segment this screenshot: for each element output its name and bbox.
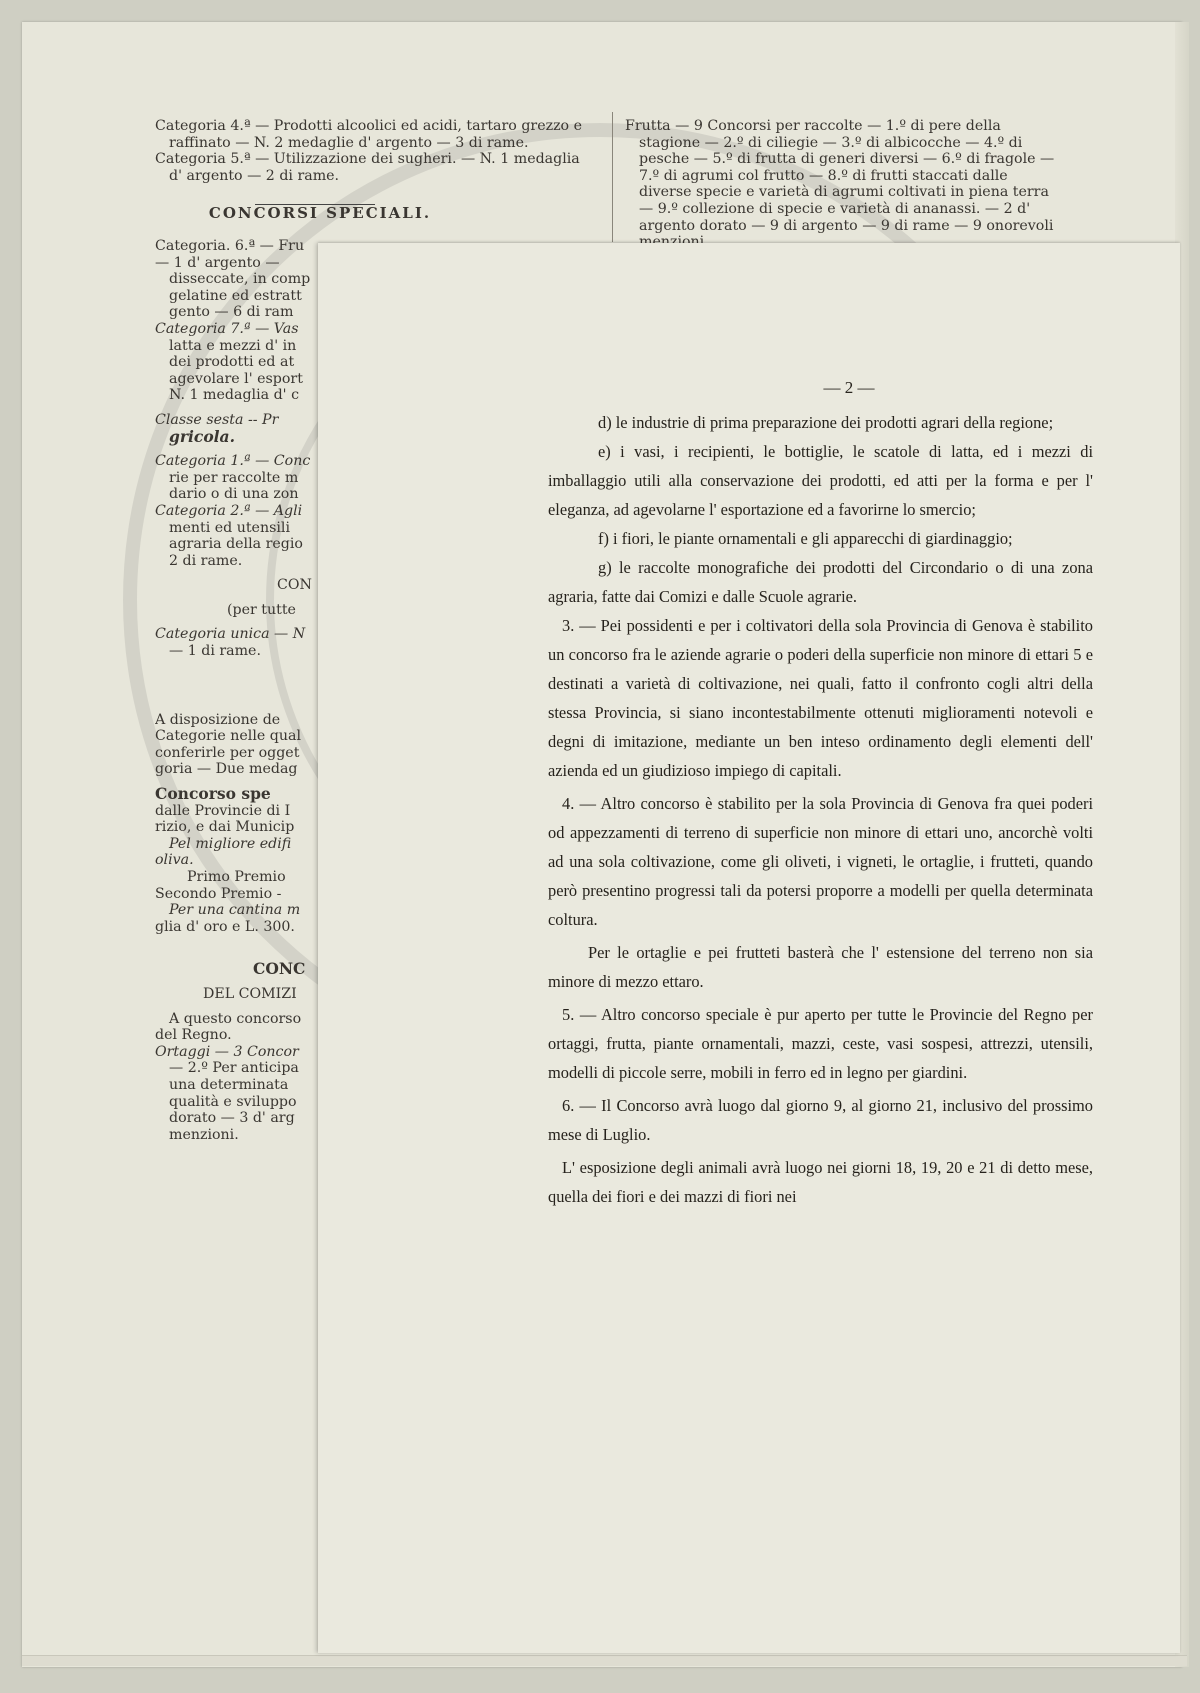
underlying-right-column <box>625 118 1063 251</box>
clipped-line: agevolare l' esport <box>169 370 303 387</box>
clipped-line: — 1 di rame. <box>169 643 261 660</box>
clipped-line: qualità e sviluppo <box>169 1093 297 1110</box>
spacer <box>155 660 325 712</box>
clipped-line: CONC <box>253 959 306 979</box>
clipped-line: latta e mezzi d' in <box>169 337 297 354</box>
clipped-line: Pel migliore edifi <box>169 835 292 852</box>
clipped-line: goria — Due medag <box>155 761 298 778</box>
clipped-line: oliva. <box>155 852 194 869</box>
fruit-contest-text: Frutta — 9 Concorsi per raccolte — 1.º di pere della stagione — 2.º di ciliegie — 3.º di albicocche — 4.º di pesche — 5.º di frutta di generi diversi — 6.º di fragole — 7.º di agrumi col frutto — 8.º di frutti staccati dalle diverse specie e varietà di agrumi coltivati in piena terra — 9.º collezione di specie e varietà di ananassi. — 2 d' argento dorato — 9 di argento — 9 di rame — 9 onorevoli <box>625 118 1055 234</box>
clipped-line: gelatine ed estratt <box>169 287 302 304</box>
clipped-line: 2 di rame. <box>169 552 243 569</box>
category-4-text: Categoria 4.ª — Prodotti alcoolici ed acidi, tartaro grezzo e raffinato — N. 2 medaglie d' argento — 3 di rame. <box>155 118 583 151</box>
spacer <box>155 935 325 961</box>
clipped-line: glia d' oro e L. 300. <box>155 918 295 935</box>
paragraph-6: 6. — Il Concorso avrà luogo dal giorno 9, al giorno 21, inclusivo del prossimo mese di Luglio. <box>548 1096 1093 1144</box>
paragraph-g: g) le raccolte monografiche dei prodotti del Circondario o di una zona agraria, fatte dai Comizi e dalle Scuole agrarie. <box>548 558 1093 606</box>
clipped-line: dorato — 3 d' arg <box>169 1110 295 1127</box>
clipped-line: gento — 6 di ram <box>169 304 294 321</box>
clipped-line: DEL COMIZI <box>203 985 297 1002</box>
overlaid-page-2 <box>318 243 1180 1653</box>
paragraph-d: d) le industrie di prima preparazione dei prodotti agrari della regione; <box>598 413 1054 432</box>
clipped-line: menzioni. <box>169 1126 239 1143</box>
clipped-line: Categorie nelle qual <box>155 728 301 745</box>
clipped-line: Secondo Premio - <box>155 885 282 902</box>
page-2-body <box>548 408 1093 1211</box>
spacer <box>155 404 325 412</box>
clipped-line: (per tutte <box>227 601 296 618</box>
clipped-line: A disposizione de <box>155 711 281 728</box>
spacer <box>155 445 325 453</box>
clipped-line: menti ed utensili <box>169 519 290 536</box>
spacer <box>155 618 325 626</box>
paragraph-esposizione: L' esposizione degli animali avrà luogo nei giorni 18, 19, 20 e 21 di detto mese, quella dei fiori e dei mazzi di fiori nei <box>548 1158 1093 1206</box>
clipped-line: — 2.º Per anticipa <box>169 1060 299 1077</box>
underlying-left-column <box>155 118 595 222</box>
spacer <box>155 1003 325 1011</box>
clipped-line: dario o di una zon <box>169 486 299 503</box>
clipped-line: dalle Provincie di I <box>155 802 291 819</box>
spacer <box>155 569 325 577</box>
clipped-line: Categoria unica — N <box>155 626 306 643</box>
clipped-line: A questo concorso <box>169 1010 302 1027</box>
clipped-line: conferirle per ogget <box>155 744 300 761</box>
clipped-line: una determinata <box>169 1076 289 1093</box>
clipped-line: Categoria 7.ª — Vas <box>155 320 299 337</box>
clipped-line: Concorso spe <box>155 784 271 804</box>
paragraph-4: 4. — Altro concorso è stabilito per la sola Provincia di Genova fra quei poderi od appezzamenti di terreno di superficie non minore di ettari uno, ancorchè volti ad una sola coltivazione, come gli oliveti, i vigneti, le ortaglie, i frutteti, quando però presentino progressi tali da potersi proporre a modelli per quella determinata coltura. <box>548 794 1093 929</box>
clipped-line: agraria della regio <box>169 536 303 553</box>
clipped-line: Classe sesta -- Pr <box>155 411 279 428</box>
clipped-line: del Regno. <box>155 1027 232 1044</box>
page-edge-bottom <box>22 1655 1187 1666</box>
clipped-line: Categoria 1.ª — Conc <box>155 453 311 470</box>
clipped-line: Categoria 2.ª — Agli <box>155 502 303 519</box>
clipped-line: rie per raccolte m <box>169 469 299 486</box>
underlying-clipped-column <box>155 238 325 1168</box>
clipped-line: Primo Premio <box>187 869 286 885</box>
special-contests-heading: CONCORSI SPECIALI. <box>208 204 432 223</box>
paragraph-e: e) i vasi, i recipienti, le bottiglie, le scatole di latta, ed i mezzi di imballaggio utili alla conservazione dei prodotti, ed atti per la forma e per l' eleganza, ad agevolarne l' esportazione ed a favorirne lo smercio; <box>548 442 1093 519</box>
clipped-line: dei prodotti ed at <box>169 354 295 371</box>
clipped-line: — 1 d' argento — <box>155 254 280 271</box>
clipped-line: N. 1 medaglia d' c <box>169 387 300 404</box>
paragraph-3: 3. — Pei possidenti e per i coltivatori della sola Provincia di Genova è stabilito un concorso fra le aziende agrarie o poderi della superficie non minore di ettari 5 e destinati a varietà di coltivazione, nei quali, fatto il confronto cogli altri della stessa Provincia, si siano incontestabilmente ottenuti miglioramenti notevoli e degni di imitazione, mediante un ben inteso ordinamento degli elementi dell' azienda ed un giudizioso impiego di capitali. <box>548 616 1093 780</box>
clipped-line: CON <box>277 577 312 594</box>
clipped-line: Per una cantina m <box>169 902 301 919</box>
clipped-line: rizio, e dai Municip <box>155 819 295 836</box>
clipped-line: Categoria. 6.ª — Fru <box>155 238 305 254</box>
category-5-text: Categoria 5.ª — Utilizzazione dei sugheri. — N. 1 medaglia d' argento — 2 di rame. <box>155 151 580 184</box>
clipped-line: gricola. <box>169 426 235 446</box>
spacer <box>155 978 325 986</box>
page-number: — 2 — <box>823 378 875 397</box>
column-divider <box>612 112 613 242</box>
paragraph-5: 5. — Altro concorso speciale è pur aperto per tutte le Provincie del Regno per ortaggi, frutta, piante ornamentali, mazzi, ceste, vasi sospesi, attrezzi, utensili, modelli di piccole serre, mobili in ferro ed in legno per giardini. <box>548 1005 1093 1082</box>
spacer <box>155 594 325 602</box>
clipped-line: Ortaggi — 3 Concor <box>155 1043 299 1060</box>
clipped-line: disseccate, in comp <box>169 271 311 288</box>
paragraph-ortaglie: Per le ortaglie e pei frutteti basterà che l' estensione del terreno non sia minore di mezzo ettaro. <box>548 943 1093 991</box>
paragraph-f: f) i fiori, le piante ornamentali e gli apparecchi di giardinaggio; <box>598 529 1013 548</box>
